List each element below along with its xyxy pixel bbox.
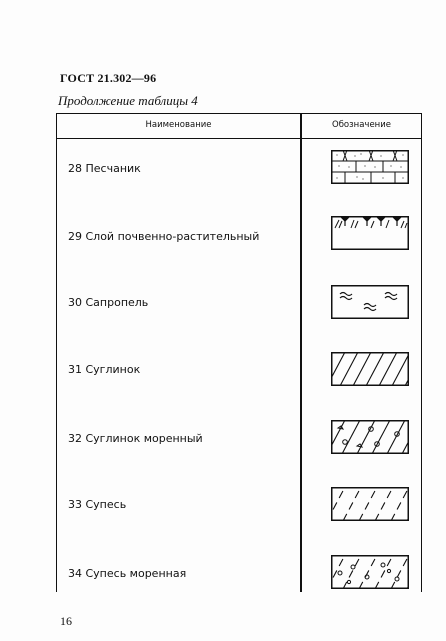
row-label-moraine-loam: 32 Суглинок моренный (68, 432, 203, 445)
row-label-soil-vegetation-layer: 29 Слой почвенно-растительный (68, 230, 260, 243)
row-label-moraine-sandy-loam: 34 Супесь моренная (68, 567, 187, 580)
symbol-sandy-loam (331, 487, 409, 521)
page-number: 16 (60, 614, 72, 628)
row-label-loam: 31 Суглинок (68, 363, 141, 376)
symbol-moraine-sandy-loam (331, 555, 409, 589)
row-label-sapropel: 30 Сапропель (68, 296, 149, 309)
symbol-moraine-loam (331, 420, 409, 454)
document-header: ГОСТ 21.302—96 (60, 71, 157, 85)
symbol-loam (331, 352, 409, 386)
symbol-sapropel (331, 285, 409, 319)
table-header-row (57, 114, 421, 139)
table-caption: Продолжение таблицы 4 (58, 93, 198, 108)
column-header-name: Наименование (145, 120, 212, 130)
column-divider (300, 114, 302, 592)
row-label-sandstone: 28 Песчаник (68, 162, 141, 175)
row-label-sandy-loam: 33 Супесь (68, 498, 127, 511)
symbol-soil-vegetation-layer (331, 216, 409, 250)
symbols-table (56, 113, 422, 592)
column-header-symbol: Обозначение (332, 120, 391, 130)
symbol-sandstone (331, 150, 409, 184)
